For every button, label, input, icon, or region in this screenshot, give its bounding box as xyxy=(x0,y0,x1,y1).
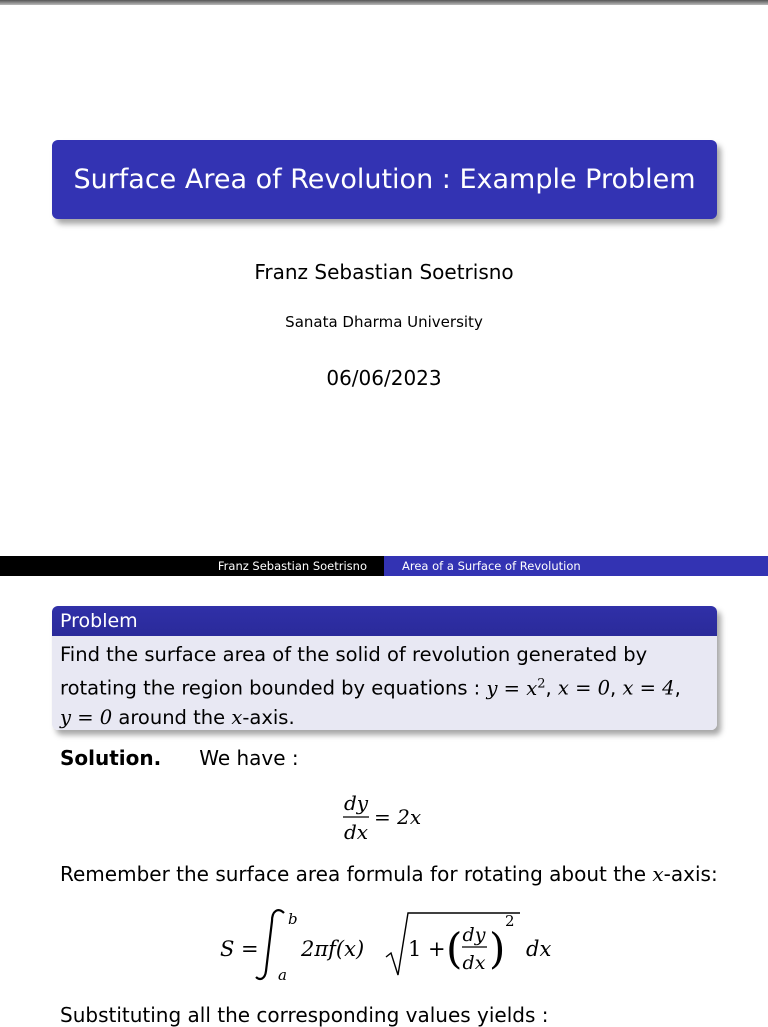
left-paren: ( xyxy=(446,924,463,973)
footer-title: Area of a Surface of Revolution xyxy=(384,556,768,576)
problem-line-1: Find the surface area of the solid of revolution generated by xyxy=(60,643,648,666)
slide-title: Surface Area of Revolution : Example Problem xyxy=(73,164,696,195)
problem-heading: Problem xyxy=(52,606,717,636)
surface-area-formula xyxy=(200,905,580,987)
solution-line xyxy=(60,746,299,770)
substituting-line: Substituting all the corresponding values yields : xyxy=(60,1003,549,1027)
right-paren: ) xyxy=(489,924,506,973)
remember-line: Remember the surface area formula for rotating about the x-axis: xyxy=(60,862,718,886)
integral-upper: b xyxy=(288,910,298,928)
solution-label: Solution. xyxy=(60,746,162,770)
eq-y-x2: $y = x^2$ xyxy=(486,676,546,700)
problem-block xyxy=(52,606,717,730)
formula-lhs: S = xyxy=(220,937,259,961)
footer-bar xyxy=(0,556,768,576)
formula-integrand: 2πf(x) xyxy=(301,937,365,961)
top-bar xyxy=(0,0,768,5)
formula-den: dx xyxy=(462,952,486,974)
institution: Sanata Dharma University xyxy=(285,313,483,331)
eq-x-4: x = 4 xyxy=(622,676,675,700)
problem-line-3: y = 0 around the x-axis. xyxy=(60,705,295,729)
eq-y-0: y = 0 xyxy=(60,705,113,729)
formula-power: 2 xyxy=(505,912,515,930)
deriv-denominator: dx xyxy=(343,820,369,844)
deriv-numerator: dy xyxy=(343,791,369,815)
author: Franz Sebastian Soetrisno xyxy=(254,260,514,284)
derivative-equation xyxy=(340,790,540,846)
formula-num: dy xyxy=(462,924,486,946)
formula-diff: dx xyxy=(526,937,552,961)
solution-text: We have : xyxy=(199,746,299,770)
deriv-rhs: = 2x xyxy=(374,805,422,829)
title-box xyxy=(52,140,717,219)
eq-x-0: x = 0 xyxy=(557,676,611,700)
footer-author: Franz Sebastian Soetrisno xyxy=(0,556,384,576)
problem-text-2: rotating the region bounded by equations : xyxy=(60,676,487,700)
formula-one-plus: 1 + xyxy=(408,937,446,961)
problem-line-2: rotating the region bounded by equations : $y = x^2$, x = 0, x = 4, xyxy=(60,676,681,700)
integral-lower: a xyxy=(278,966,287,984)
problem-body xyxy=(52,636,717,730)
date: 06/06/2023 xyxy=(326,366,442,390)
